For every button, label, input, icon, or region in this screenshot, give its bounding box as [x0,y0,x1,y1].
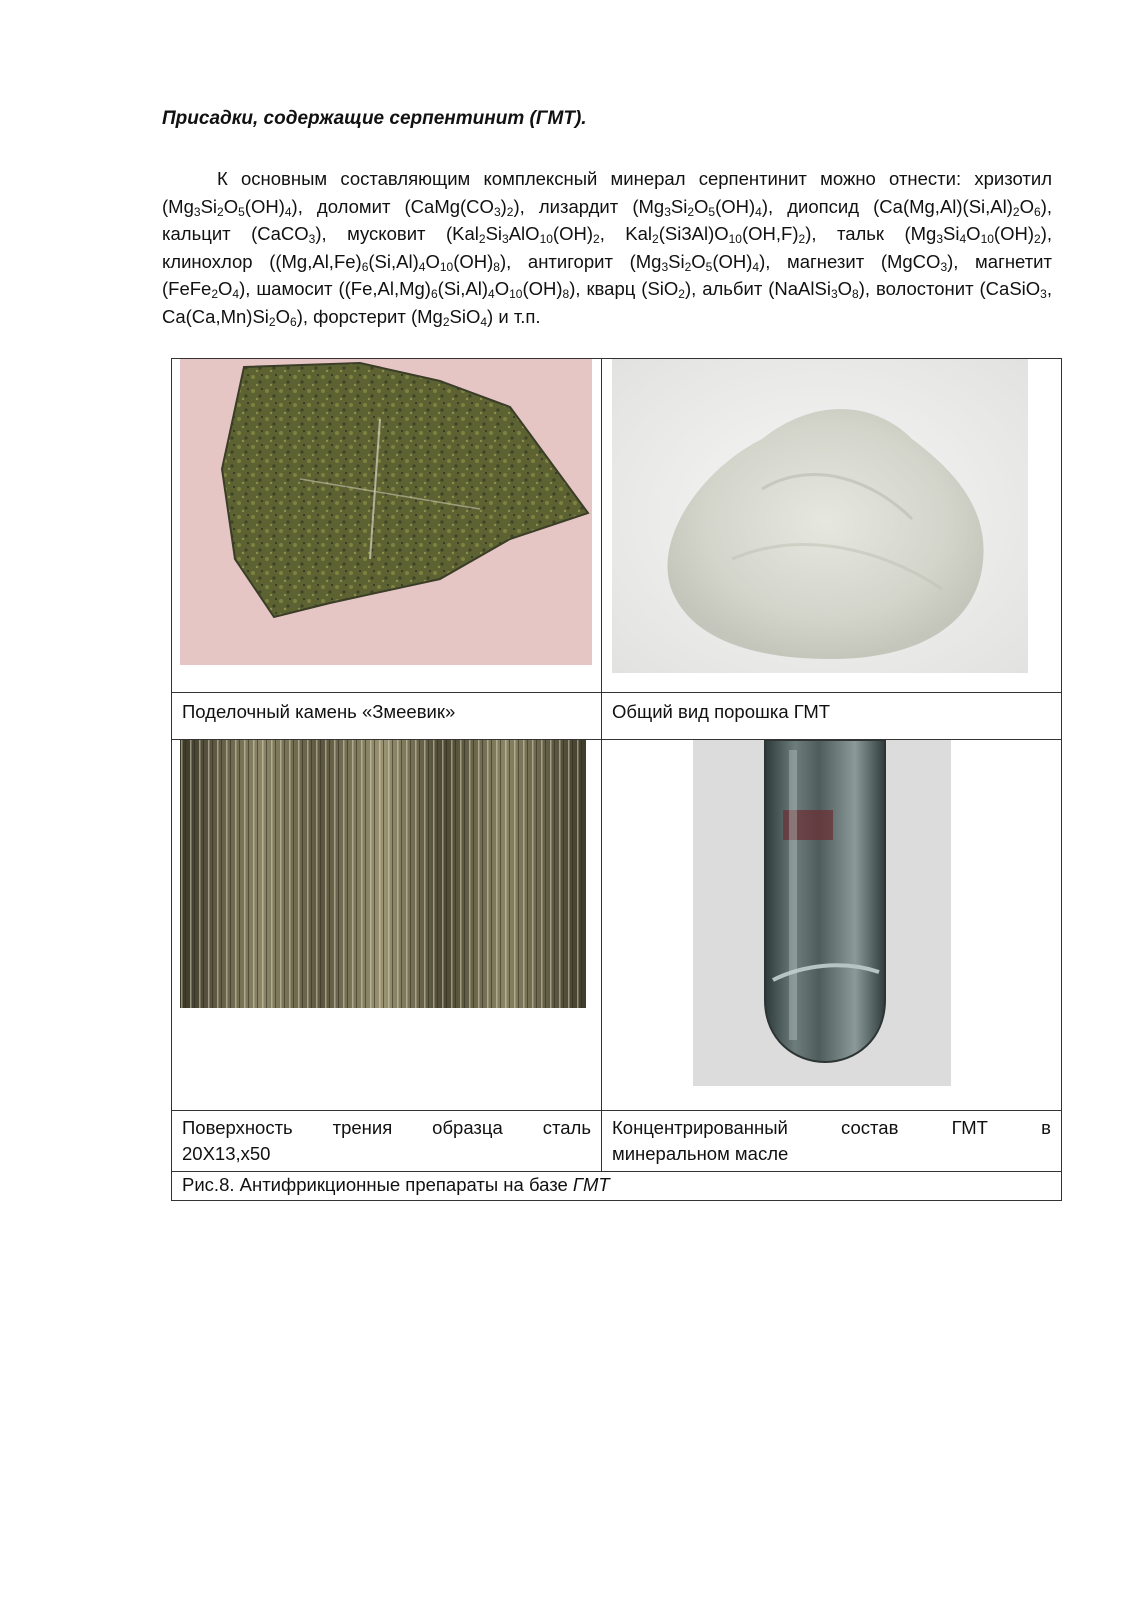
figure-caption [172,1172,1062,1201]
caption-friction-word-2: трения [332,1117,393,1138]
caption-oil-line2: минеральном масле [612,1143,789,1164]
figure-table [171,358,1062,1201]
caption-oil-word-4: в [1041,1117,1051,1138]
caption-oil-word-1: Концентрированный [612,1117,788,1138]
gmt-powder-cell [602,359,1062,693]
caption-oil-line1 [612,1115,1051,1141]
friction-surface-image [180,740,586,1008]
gmt-powder-image [612,359,1028,673]
caption-gmt-oil [602,1111,1062,1172]
figure-caption-prefix: Рис.8. Антифрикционные препараты на базе [182,1174,573,1195]
body-paragraph: К основным составляющим комплексный минерал серпентинит можно отнести: хризотил $(Mg_3Si_2O_5(OH)_4)$, доломит $(CaMg(CO_3)_2)$, лизардит $(Mg_3Si_2O_5(OH)_4)$, диопсид $(Ca(Mg,Al)(Si,Al)_2O_6)$, кальцит (CaCO$_3$), мусковит ($Kal_2Si_3AlO_{10}(OH)_2$, $Kal_2(Si3Al)O_{10}(OH,F)_2$), тальк $(Mg_3Si_4O_{10}(OH)_2)$, клинохлор $((Mg,Al,Fe)_6(Si,Al)_4O_{10}(OH)_8)$, антигорит $(Mg_3Si_2O_5(OH)_4)$, магнезит (MgCO$_3$), магнетит $(FeFe_2O_4)$, шамосит $((Fe,Al,Mg)_6(Si,Al)_4O_{10}(OH)_8)$, кварц (SiO$_2$), альбит $(NaAlSi_3O_8)$, волостонит (CaSiO$_3$, $Ca(Ca,Mn)Si_2O_6$), форстерит $(Mg_2SiO_4)$ и т.п. [162,168,1052,329]
gmt-oil-tube-image [693,740,951,1086]
section-heading: Присадки, содержащие серпентинит (ГМТ). [162,108,587,129]
caption-friction-word-3: образца [432,1117,503,1138]
caption-friction-line2: 20X13,x50 [182,1143,271,1164]
serpentine-stone-cell [172,359,602,693]
gmt-oil-cell [602,740,1062,1111]
figure-caption-italic: ГМТ [572,1174,610,1195]
caption-friction-word-1: Поверхность [182,1117,293,1138]
caption-friction-word-4: сталь [542,1117,591,1138]
serpentine-stone-image [180,359,592,665]
caption-powder: Общий вид порошка ГМТ [602,693,1062,740]
caption-friction-line1 [182,1115,591,1141]
caption-stone: Поделочный камень «Змеевик» [172,693,602,740]
caption-oil-word-3: ГМТ [951,1117,988,1138]
caption-oil-word-2: состав [841,1117,899,1138]
caption-friction-surface [172,1111,602,1172]
friction-surface-cell [172,740,602,1111]
